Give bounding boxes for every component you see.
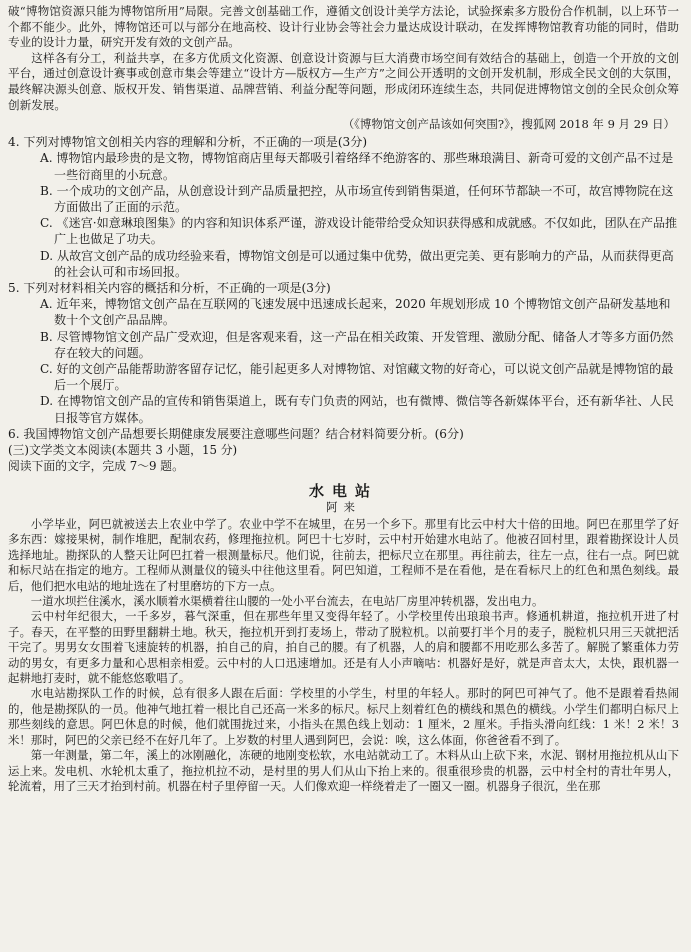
- option-d: D. 在博物馆文创产品的宣传和销售渠道上，既有专门负责的网站，也有微博、微信等各新媒体平台，还有新华社、人民日报等官方媒体。: [40, 394, 674, 425]
- option-c: C. 《迷宫·如意琳琅图集》的内容和知识体系严谨，游戏设计能带给受众知识获得感和成就感。不仅如此，团队在产品推广上也做足了功夫。: [40, 216, 678, 247]
- question-stem: 5. 下列对材料相关内容的概括和分析，不正确的一项是(3分): [8, 280, 331, 295]
- option-c: C. 好的文创产品能帮助游客留存记忆，能引起更多人对博物馆、对馆藏文物的好奇心，可以说文创产品就是博物馆的最后一个展厅。: [40, 362, 674, 393]
- story-paragraph: 水电站勘探队工作的时候，总有很多人跟在后面：学校里的小学生，村里的年轻人。那时的阿巴可神气了。他不是跟着看热闹的，他是勘探队的一员。他神气地扛着一根比自己还高一米多的标尺。标尺上刻着红色的横线和黑色的横线。小学生们都明白标尺上那些刻线的意思。阿巴休息的时候，他们就围拢过来，小指头在黑色线上划动：1 厘米，2 厘米。手指头滑向红线：1 米！2 米！3 米！那时，阿巴的父亲已经不在好几年了。上岁数的村里人遇到阿巴，会说：唉，这么体面，你爸爸看不到了。: [8, 686, 679, 747]
- story-author: 阿来: [326, 500, 361, 515]
- section-instruction: 阅读下面的文字，完成 7～9 题。: [8, 459, 184, 474]
- option-d: D. 从故宫文创产品的成功经验来看，博物馆文创是可以通过集中优势，做出更完美、更有影响力的产品，从而获得更高的社会认可和市场回报。: [40, 248, 674, 279]
- story-paragraph: 云中村年纪很大，一千多岁，暮气深重，但在那些年里又变得年轻了。小学校里传出琅琅书声。修通机耕道，拖拉机开进了村子。春天，在平整的田野里翻耕土地。秋天，拖拉机开到打麦场上，带动了脱粒机。以前要打半个月的麦子，脱粒机只用三天就把活干完了。男男女女围着飞速旋转的机器，拍自己的肩，拍自己的腰。有了机器，人的肩和腰都不用吃那么多苦了。解脱了繁重体力劳动的男女，有更多力量和心思相亲相爱。云中村的人口迅速增加。还是有人小声嘀咕：机器好是好，就是声音太大，太快，跟机器一起耕地打麦时，就不能悠悠歌唱了。: [8, 609, 679, 686]
- article-paragraph: 这样各有分工，利益共享，在多方优质文化资源、创意设计资源与巨大消费市场空间有效结合的基础上，创造一个开放的文创平台，通过创意设计赛事或创意市集会等建立“设计方—版权方—生产方”之间公开透明的文创开发机制，形成全民文创的大氛围，最终解决源头创意、版权开发、销售渠道、品牌营销、利益分配等问题，形成闭环连续生态，共同促进博物馆文创的全民众创众筹创新发展。: [8, 50, 679, 112]
- question-stem: 4. 下列对博物馆文创相关内容的理解和分析，不正确的一项是(3分): [8, 135, 368, 150]
- option-b: B. 一个成功的文创产品，从创意设计到产品质量把控，从市场宣传到销售渠道，任何环节都缺一不可，故宫博物院在这方面做出了正面的示范。: [40, 183, 674, 214]
- question-6: 6. 我国博物馆文创产品想要长期健康发展要注意哪些问题？结合材料简要分析。(6分): [8, 426, 464, 441]
- article-source: （《博物馆文创产品该如何突围?》，搜狐网 2018 年 9 月 29 日）: [342, 117, 675, 132]
- question-4: [8, 134, 679, 280]
- option-a: A. 博物馆内最珍贵的是文物，博物馆商店里每天都吸引着络绎不绝游客的、那些琳琅满目、新奇可爱的文创产品不过是一些衍商里的小玩意。: [40, 151, 674, 182]
- article-paragraph: 破“博物馆资源只能为博物馆所用”局限。完善文创基础工作，遵循文创设计美学方法论，试验探索多方股份合作机制，以上环节一个都不能少。此外，博物馆还可以与部分在地高校、设计行业协会等社会力量达成设计联动，在发挥博物馆教育功能的同时，借助专业的设计力量，研究开发有效的文创产品。: [8, 4, 679, 50]
- story: [8, 482, 679, 794]
- story-paragraph: 第一年测量，第二年，溪上的冰刚融化，冻硬的地刚变松软，水电站就动工了。木料从山上砍下来，水泥、钢材用拖拉机从山下运上来。发电机、水轮机太重了，拖拉机拉不动，是村里的男人们从山下抬上来的。很重很珍贵的机器，云中村全村的青壮年男人，轮流着，用了三天才抬到村前。机器在村子里停留一天。人们像欢迎一样绕着走了一圈又一圈。机器身子很沉，坐在那: [8, 748, 679, 793]
- section-heading: (三)文学类文本阅读(本题共 3 小题，15 分): [8, 443, 238, 458]
- option-b: B. 尽管博物馆文创产品广受欢迎，但是客观来看，这一产品在相关政策、开发管理、激励分配、储备人才等多方面仍然存在较大的问题。: [40, 329, 674, 360]
- story-paragraph: 一道水坝拦住溪水，溪水顺着水渠横着往山腰的一处小平台流去，在电站厂房里冲转机器，发出电力。: [30, 594, 544, 609]
- story-title: 水电站: [308, 482, 378, 501]
- option-a: A. 近年来，博物馆文创产品在互联网的飞速发展中迅速成长起来，2020 年规划形成 10 个博物馆文创产品研发基地和数十个文创产品品牌。: [40, 297, 671, 328]
- question-5: [8, 280, 679, 426]
- story-paragraph: 小学毕业，阿巴就被送去上农业中学了。农业中学不在城里，在另一个乡下。那里有比云中村大十倍的田地。阿巴在那里学了好多东西：嫁接果树，制作堆肥，配制农药，修理拖拉机。阿巴十七岁时，云中村开始建水电站了。他被召回村里，跟着勘探设计人员选择地址。勘探队的人整天让阿巴扛着一根测量标尺。他们说，往前去，把标尺立在那里。再往前去，往左一点，往右一点。阿巴就和标尺站在指定的地方。工程师从测量仪的镜头中往他这里看。阿巴知道，工程师不是在看他，是在看标尺上的红色和黑色刻线。最后，他们把水电站的地址选在了村里磨坊的下方一点。: [8, 517, 679, 593]
